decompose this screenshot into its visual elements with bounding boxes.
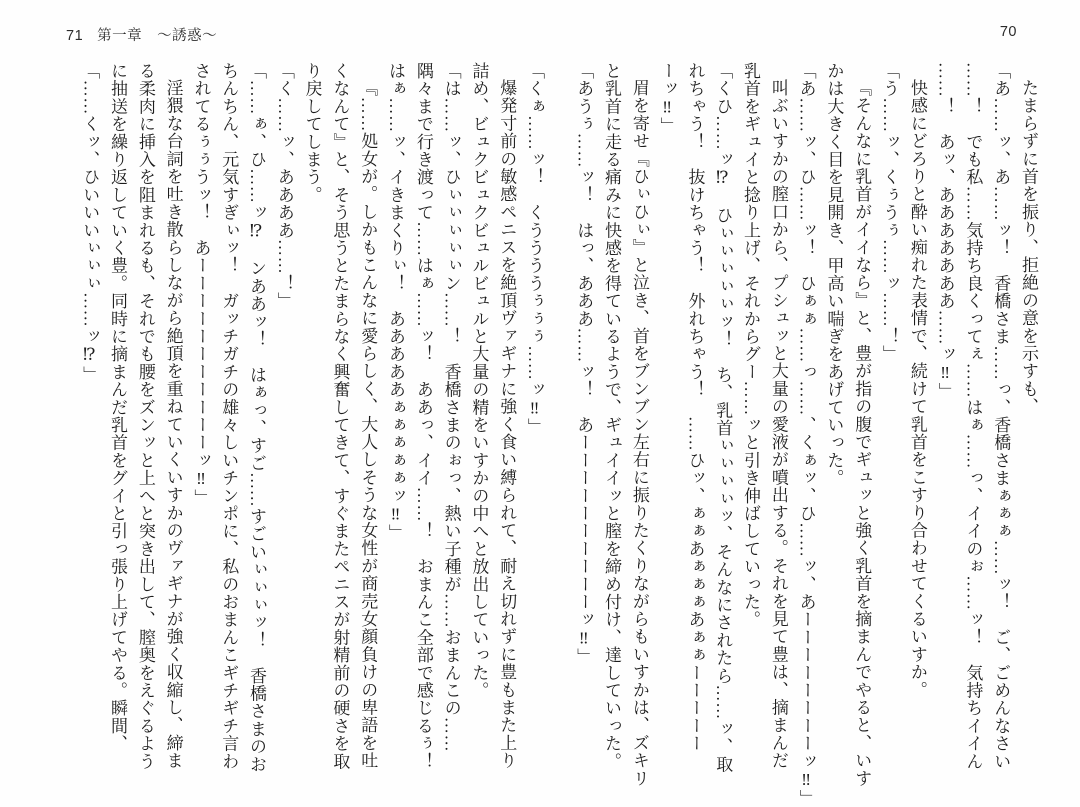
text-line: 淫猥な台詞を吐き散らしながら絶頂を重ねていくいすかのヴァギナが強く収縮し、締ま	[163, 79, 183, 770]
text-line: ちんちん、元気すぎぃッ！ ガッチガチの雄々しいチンポに、私のおまんこギチギチ言わ	[219, 62, 239, 770]
text-line: 詰め、ビュクビュクビュルビュルと大量の精をいすかの中へと放出していった。	[469, 62, 489, 700]
text-line: されてるぅぅうッ！ あーーーーーーーーーーーッ‼」	[191, 62, 211, 507]
text-line: 爆発寸前の敏感ペニスを絶頂ヴァギナに強く食い縛られて、耐え切れずに豊もまた上り	[497, 79, 517, 770]
right-running-head	[1000, 24, 1017, 40]
text-line: 「……くッ、ひいいいぃぃぃ……ッ⁉」	[80, 62, 100, 384]
text-line: ……！ でも私……気持ち良くってぇ……はぁ……っ、イイのぉ……ッ！ 気持ちイイん	[963, 62, 983, 770]
text-line: 乳首をギュイと捻り上げ、それからグー……ッと引き伸ばしていった。	[741, 62, 761, 629]
text-line: ーッ‼」	[657, 62, 677, 135]
text-line: 「う……ッ、くぅうぅ……ッ……！」	[880, 62, 900, 363]
text-line: 『……処女が。しかもこんなに愛らしく、大人しそうな女性が商売女顔負けの卑語を吐	[358, 79, 378, 770]
left-running-head	[66, 24, 217, 45]
text-line: くなんて』と、そう思うとたまらなく興奮してきて、すぐまたペニスが射精前の硬さを取	[330, 62, 350, 770]
text-line: 「……ぁ、ひ……ッ⁉ ンああッ！ はぁっ、すご……すごいぃぃぃッ！ 香橋さまのお	[247, 62, 267, 773]
text-line: かは大きく目を見開き、甲高い喘ぎをあげていった。	[824, 62, 844, 487]
text-line: れちゃう！ 抜けちゃう！ 外れちゃう！ ……ひッ、ぁぁあぁぁぁあぁぁーーーーー	[685, 62, 705, 753]
text-line: 「あ……ッ、ひ……ッ！ ひぁぁ……っ……、くぁッ、ひ……ッ、あーーーーーーーーッ‼」	[796, 62, 816, 807]
chapter-title: 第一章 ～誘惑～	[97, 28, 218, 44]
page-70-body	[569, 62, 1042, 807]
text-line: はぁ……ッ、イきまくりぃ！ あああああぁぁぁぁぁッ‼」	[386, 62, 406, 542]
text-line: 「あうぅ……ッ！ はっ、あああ……ッ！ あーーーーーーーーーーッ‼」	[574, 62, 594, 666]
text-line: り戻してしまう。	[302, 62, 322, 204]
text-line: たまらずに首を振り、拒絶の意を示すも、	[1019, 79, 1038, 416]
right-page-number: 70	[999, 24, 1017, 40]
text-line: 「は……ッ、ひぃぃぃぃぃン……！ 香橋さまのぉっ、熱い子種が……おまんこの……	[441, 62, 461, 753]
text-line: 『そんなに乳首がイイなら』と、豊が指の腹でギュッと強く乳首を摘まんでやると、いす	[852, 79, 872, 788]
text-line: 「く……ッ、ああああ……！」	[274, 62, 294, 310]
left-page-number: 71	[66, 28, 84, 44]
text-line: 「くぁ……ッ！ くううううぅぅぅ……ッ‼」	[525, 62, 544, 436]
text-line: 叫ぶいすかの膣口から、プシュッと大量の愛液が噴出する。それを見て豊は、摘まんだ	[768, 79, 788, 770]
text-line: 快感にどろりと酔い痴れた表情で、続けて乳首をこすり合わせてくるいすか。	[907, 79, 927, 699]
text-line: 「あ……ッ、あ……ッ！ 香橋さま……っ、香橋さまぁぁぁ……ッ！ ご、ごめんなさい	[991, 62, 1011, 770]
text-line: 眉を寄せ『ひぃひぃ』と泣き、首をブンブン左右に振りたくりながらもいすかは、ズキリ	[629, 79, 649, 787]
text-line: 隅々まで行き渡って……はぁ……ッ！ ああっ、イイ……！ おまんこ全部で感じるぅ！	[413, 62, 433, 770]
text-line: に抽送を繰り返していく豊。同時に摘まんだ乳首をグイと引っ張り上げてやる。瞬間、	[108, 62, 128, 753]
text-line: ……！ あッ、あああああああ……ッ‼」	[935, 62, 955, 401]
page-71-body	[75, 62, 548, 773]
text-line: 「くひ……ッ⁉ ひぃぃぃぃぃッ！ ち、乳首ぃぃぃぃッ、そんなにされたら……ッ、取	[713, 62, 733, 773]
text-line: と乳首に走る痛みに快感を得ているようで、ギュイイッと膣を締め付け、達していった。	[602, 62, 622, 770]
text-line: る柔肉に挿入を阻まれるも、それでも腰をズンッと上へと突き出して、膣奥をえぐるよう	[135, 62, 155, 770]
